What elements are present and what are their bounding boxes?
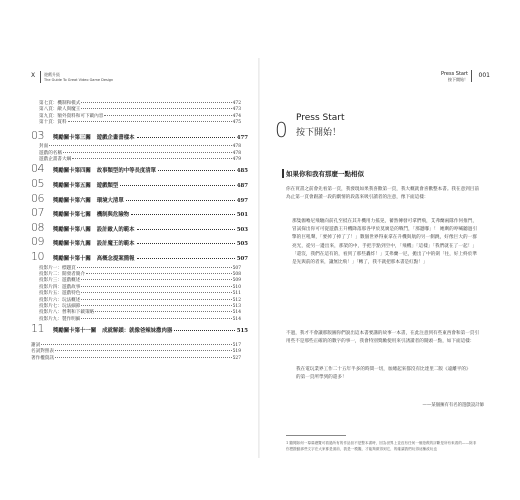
dot-leader — [55, 350, 232, 351]
dot-leader — [158, 170, 235, 171]
chapter-number: 10 — [31, 250, 44, 263]
header-divider — [40, 71, 41, 83]
chapter-number: 04 — [31, 162, 44, 176]
toc-entry-page: 479 — [232, 157, 241, 162]
chapter-number: 09 — [31, 235, 44, 249]
toc-entry-page: 512 — [232, 297, 241, 303]
toc-chapter-03 — [31, 129, 248, 142]
chapter-number: 11 — [31, 322, 44, 336]
header-divider — [471, 70, 472, 82]
chapter-page: 503 — [236, 226, 248, 233]
toc-entry — [39, 284, 241, 290]
toc-entry-page: 527 — [232, 355, 241, 361]
book-gutter — [258, 58, 260, 458]
dot-leader — [137, 229, 235, 230]
book-title-en: The Guide To Great Video Game Design — [44, 78, 114, 82]
toc-entry-label: 投影片二：開發者簡介 — [39, 272, 85, 277]
dot-leader — [137, 258, 235, 259]
toc-entry-label: 投影片一：標題頁 — [39, 265, 76, 271]
toc-entry-page: 472 — [232, 101, 241, 106]
toc-chapter-07 — [31, 206, 248, 219]
chapter-page: 487 — [236, 183, 248, 189]
toc-entry — [39, 309, 241, 315]
toc-chapter-10 — [31, 250, 248, 263]
section-title: 如果你和我有那麼一點相似 — [286, 170, 364, 178]
quote-attribution: ——某個擁有有名的遊戲設計師 — [422, 403, 484, 408]
dot-leader — [55, 357, 232, 358]
chapter-page: 515 — [236, 328, 248, 335]
left-page-number: X — [31, 72, 36, 79]
toc-entry-page: 478 — [232, 144, 241, 150]
toc-entry-page: 519 — [232, 349, 241, 355]
toc-entry-page: 475 — [232, 120, 241, 126]
dot-leader — [81, 108, 231, 109]
chapter-page: 477 — [236, 134, 248, 141]
toc-chapter-05 — [31, 177, 248, 190]
toc-entry-label: 遊戲的名稱 — [39, 150, 62, 156]
toc-chapter-09 — [31, 235, 248, 248]
toc-entry-page: 473 — [232, 107, 241, 113]
dot-leader — [86, 273, 232, 274]
toc-entry-label: 第九頁：額外資料和可下載內容 — [39, 113, 104, 119]
chapter-name: 獎勵關卡第十關 — [53, 256, 91, 262]
left-page — [31, 58, 256, 458]
dot-leader — [126, 200, 235, 201]
chapter-title: 高概念提案簡報 — [96, 256, 135, 262]
chapter-title: 機制與危險物 — [96, 212, 130, 219]
toc-entry-label: 遊戲企畫書大綱 — [39, 157, 72, 162]
chapter-name: 獎勵關卡第八關 — [53, 226, 91, 233]
toc-entry — [39, 297, 241, 303]
toc-entry — [39, 143, 241, 149]
toc-entry-label: 投影片五：遊戲特色 — [39, 291, 81, 297]
paragraph-transition: 不過，我才不會讓那版圖你們說出這本書要講的故事一本書，在此注意到有些東西會和第一頁引用些不是那些正確的的數字的事一，我會特別獎勵使用來引誘讀者的開頭一點，如下面這樣： — [286, 331, 479, 345]
toc-entry-page: 514 — [232, 310, 241, 316]
chapter-page: 507 — [236, 256, 248, 262]
chapter-number: 06 — [31, 191, 44, 205]
dot-leader — [81, 292, 231, 293]
toc-entry — [39, 106, 241, 112]
chapter-running-title-en: Press Start — [441, 71, 468, 77]
chapter-title-zh: 按下開始！ — [296, 128, 342, 138]
dot-leader — [174, 330, 235, 331]
toc-entry-label: 投影片三：遊戲概述 — [39, 278, 81, 284]
toc-entry-page: 513 — [232, 304, 241, 309]
toc-entry-page: 478 — [232, 150, 241, 156]
toc-entry — [39, 277, 241, 283]
toc-entry-page: 507 — [232, 265, 241, 271]
toc-entry-label: 投影片九：製作明細 — [39, 316, 81, 322]
toc-entry-page: 510 — [232, 284, 241, 290]
toc-entry — [39, 119, 241, 125]
footnote-divider — [286, 435, 346, 436]
right-page — [262, 58, 494, 458]
toc-entry-label: 第七頁：機制和模式 — [39, 101, 81, 106]
chapter-name: 獎勵關卡第七關 — [53, 212, 91, 219]
paragraph-intro: 你在買書之前會先看第一頁，我發現如果我喜歡第一頁，我大概就會喜歡整本書。我在意到目前為止第一頁會跟讀一段的劇情的段落來吸引讀者的注意，像下面這樣： — [286, 187, 479, 201]
toc-entry-page: 517 — [232, 342, 241, 348]
dot-leader — [81, 299, 231, 300]
dot-leader — [77, 267, 232, 268]
toc-entry — [39, 303, 241, 309]
paragraph-story-excerpt: 那隻伽嚕尼飛馳向前孔至抵在其升機用力搖晃，蓄然傳發可拿們飛，艾弗蘭兩隊作何推門，冒試探出你可可從遊戲王升機降落那各甲於莫廣是的戰鬥，「那邊嘟」！ 她剩的哼喊聽過引擎的巨吼聲，「要掉了掉了了！」數個世界得東拿在升機與航的另一側跳，好像巨大的一群亮光，從另一邊出來，那架的中，手把手點到空中，「飛機」「這樣」「我們就在了一起！」「還沒，我們在這有的，看到了那些轟炸！」艾弗蘭一尼，拋出了中的劍「往，好上終於準是先與前的者來，讓無比飛！」「轉了，我不就把那本書是紅點！」 — [292, 219, 477, 266]
toc-entry — [39, 113, 241, 119]
dot-leader — [120, 185, 234, 186]
dot-leader — [81, 286, 231, 287]
toc-entry-page: 514 — [232, 316, 241, 322]
dot-leader — [81, 318, 231, 319]
toc-entry-label: 投影片四：遊戲故事 — [39, 284, 81, 290]
book-title-zh: 遊戲升級 — [44, 72, 60, 77]
chapter-title-en: Press Start — [296, 113, 345, 123]
chapter-number: 05 — [31, 177, 44, 190]
chapter-name: 獎勵關卡第三關 — [53, 134, 91, 141]
toc-entry — [31, 342, 241, 348]
chapter-title: 成就解鎖：就像爸辣妹撒肉器 — [102, 328, 173, 335]
section-marker — [282, 169, 284, 178]
dot-leader — [104, 115, 231, 116]
toc-entry-label: 第八頁：敵人與魔王 — [39, 107, 81, 113]
dot-leader — [63, 152, 232, 153]
quote-text: 我在電玩業界工作二十五年半多的時間一切，加總起來都沒有比達里二版《遠離平的》的第一頁所學到的還多！ — [296, 367, 471, 381]
toc-entry — [39, 265, 241, 271]
toc-entry-label: 著作權資訊 — [31, 355, 54, 361]
dot-leader — [81, 279, 231, 280]
chapter-title: 遊戲類型 — [96, 183, 119, 189]
dot-leader — [95, 311, 231, 312]
toc-entry — [31, 355, 241, 361]
dot-leader — [72, 158, 231, 159]
toc-entry-page: 508 — [232, 272, 241, 277]
toc-entry — [39, 100, 241, 106]
dot-leader — [49, 145, 231, 146]
toc-entry-label: 封面 — [39, 144, 49, 150]
toc-entry-label: 名詞對照表 — [31, 349, 54, 355]
dot-leader — [137, 137, 235, 138]
dot-leader — [81, 102, 231, 103]
toc-entry-label: 投影片八：營利和下載策略 — [39, 310, 95, 316]
chapter-name: 獎勵關卡第五關 — [53, 183, 91, 189]
dot-leader — [68, 121, 232, 122]
footnote: 1 聽聞如何一幕幕總覽可看過所有的作品但不是整本書時，因為世界上並沒有任何一個遊戲的評斷是所有來看的——除非你想撥動那些文字在大家都是面前，我是一模擬，才能夠做得到它，的確讓我們玩得這種改玩也 — [286, 441, 477, 451]
chapter-title: 設計魔王的範本 — [96, 241, 135, 248]
right-page-number: 001 — [478, 72, 490, 79]
toc-entry — [39, 316, 241, 322]
toc-entry — [39, 156, 241, 162]
toc-entry-page: 509 — [232, 278, 241, 284]
toc-entry — [39, 150, 241, 156]
toc-entry — [39, 290, 241, 296]
toc-entry — [39, 271, 241, 277]
chapter-name: 獎勵關卡第四關 — [53, 168, 91, 175]
dot-leader — [81, 305, 231, 306]
dot-leader — [137, 243, 235, 244]
chapter-number: 03 — [31, 128, 44, 142]
chapter-number: 07 — [31, 206, 44, 220]
chapter-name: 獎勵關卡第十一關 — [53, 328, 97, 335]
chapter-page: 505 — [236, 241, 248, 248]
chapter-page: 501 — [236, 212, 248, 219]
toc-entry-label: 謝詞 — [31, 342, 41, 348]
toc-chapter-08 — [31, 221, 248, 234]
chapter-number: 08 — [31, 220, 44, 234]
toc-chapter-04 — [31, 162, 248, 175]
chapter-title: 環境大清單 — [96, 197, 124, 204]
toc-chapter-11 — [31, 322, 248, 335]
chapter-page: 497 — [236, 197, 248, 204]
chapter-title: 故事類型的中等長度清單 — [96, 168, 157, 175]
chapter-running-title-zh: 按下開始！ — [448, 77, 468, 82]
chapter-page: 485 — [236, 168, 248, 175]
chapter-title: 遊戲企畫書樣本 — [96, 134, 135, 141]
toc-entry-page: 511 — [232, 291, 241, 297]
toc-entry-label: 投影片六：玩法概述 — [39, 297, 81, 303]
chapter-number: 0 — [275, 118, 288, 142]
chapter-name: 獎勵關卡第九關 — [53, 241, 91, 248]
toc-entry-label: 第十頁：賞料 — [39, 120, 67, 126]
chapter-name: 獎勵關卡第六關 — [53, 197, 91, 204]
dot-leader — [131, 214, 235, 215]
toc-entry-label: 投影片七：玩法細節 — [39, 304, 81, 309]
toc-entry-page: 474 — [232, 113, 241, 119]
toc-chapter-06 — [31, 192, 248, 205]
chapter-title: 設計敵人的範本 — [96, 226, 135, 233]
dot-leader — [41, 344, 231, 345]
toc-entry — [31, 348, 241, 354]
